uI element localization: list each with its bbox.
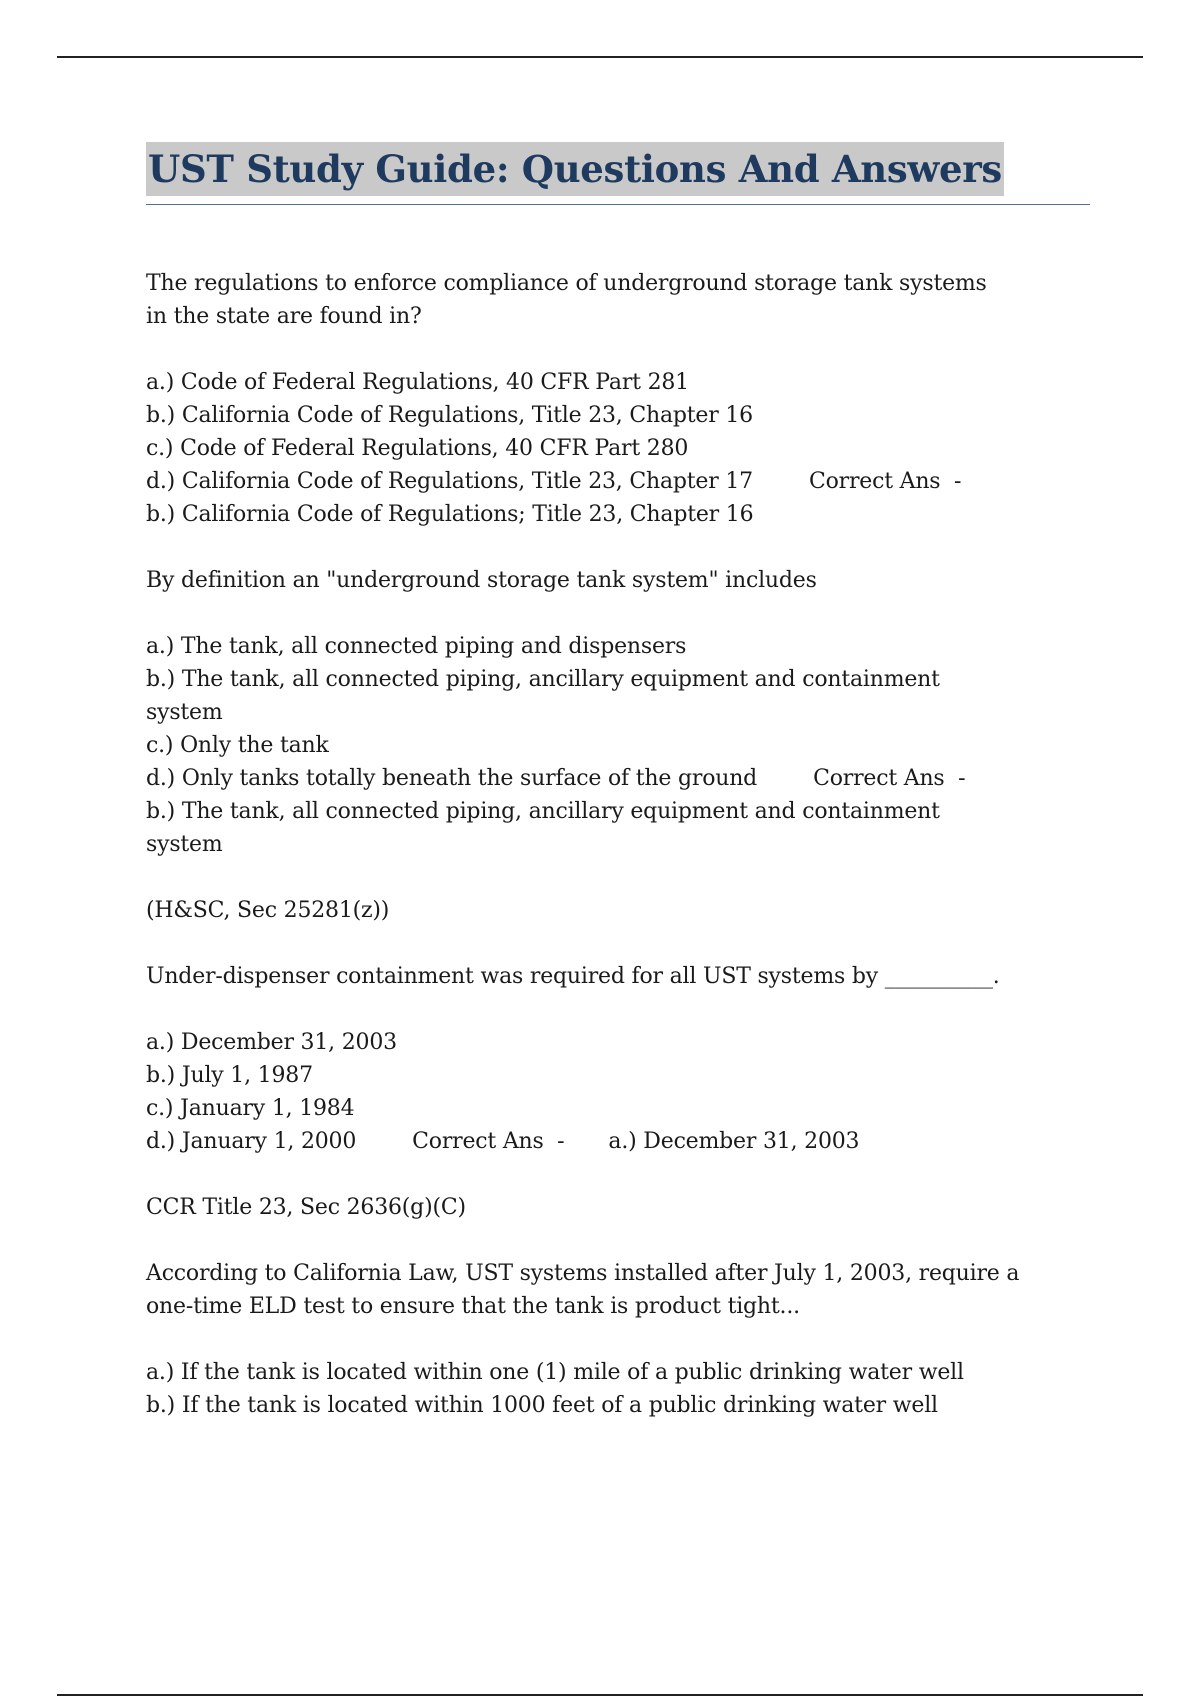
- header-rule: [57, 56, 1143, 58]
- question-2-option-b-cont: system: [146, 700, 223, 725]
- question-2: [146, 564, 1090, 927]
- question-1: [146, 267, 1090, 531]
- question-3-option-d: d.) January 1, 2000: [146, 1129, 357, 1154]
- question-1-option-c: c.) Code of Federal Regulations, 40 CFR Part 280: [146, 436, 689, 461]
- question-3-answer: a.) December 31, 2003: [608, 1129, 860, 1154]
- question-4: [146, 1257, 1090, 1422]
- question-1-option-b: b.) California Code of Regulations, Title 23, Chapter 16: [146, 403, 753, 428]
- question-4-stem-line-2: one-time ELD test to ensure that the tank is product tight...: [146, 1294, 800, 1319]
- question-3-option-b: b.) July 1, 1987: [146, 1063, 313, 1088]
- document-title: UST Study Guide: Questions And Answers: [146, 142, 1004, 196]
- question-2-option-b: b.) The tank, all connected piping, ancillary equipment and containment: [146, 667, 940, 692]
- question-1-stem-line-1: The regulations to enforce compliance of underground storage tank systems: [146, 271, 987, 296]
- question-1-option-a: a.) Code of Federal Regulations, 40 CFR Part 281: [146, 370, 689, 395]
- question-3-reference: CCR Title 23, Sec 2636(g)(C): [146, 1195, 466, 1220]
- question-3-stem: Under-dispenser containment was required for all UST systems by __________.: [146, 964, 1000, 989]
- question-1-answer-label: Correct Ans -: [808, 469, 962, 494]
- question-1-option-d: d.) California Code of Regulations, Title 23, Chapter 17: [146, 469, 753, 494]
- question-3: [146, 960, 1090, 1224]
- question-2-option-a: a.) The tank, all connected piping and dispensers: [146, 634, 687, 659]
- question-4-stem-line-1: According to California Law, UST systems installed after July 1, 2003, require a: [146, 1261, 1020, 1286]
- document-body: [146, 142, 1090, 1422]
- question-3-option-c: c.) January 1, 1984: [146, 1096, 355, 1121]
- question-1-stem-line-2: in the state are found in?: [146, 304, 422, 329]
- question-2-stem: By definition an "underground storage tank system" includes: [146, 568, 817, 593]
- question-2-answer-label: Correct Ans -: [813, 766, 966, 791]
- question-3-option-d-row: [146, 1125, 1090, 1158]
- question-1-option-d-row: [146, 465, 1090, 498]
- question-4-option-b: b.) If the tank is located within 1000 feet of a public drinking water well: [146, 1393, 938, 1418]
- question-2-answer-line-2: system: [146, 832, 223, 857]
- title-block: [146, 142, 1090, 205]
- question-2-reference: (H&SC, Sec 25281(z)): [146, 898, 390, 923]
- footer-rule: [57, 1694, 1143, 1696]
- question-1-answer: b.) California Code of Regulations; Title 23, Chapter 16: [146, 502, 754, 527]
- question-3-option-a: a.) December 31, 2003: [146, 1030, 397, 1055]
- question-4-option-a: a.) If the tank is located within one (1) mile of a public drinking water well: [146, 1360, 964, 1385]
- question-3-answer-label: Correct Ans -: [412, 1129, 565, 1154]
- question-2-option-d-row: [146, 762, 1090, 795]
- question-2-option-c: c.) Only the tank: [146, 733, 329, 758]
- question-2-answer-line-1: b.) The tank, all connected piping, ancillary equipment and containment: [146, 799, 940, 824]
- question-2-option-d: d.) Only tanks totally beneath the surface of the ground: [146, 766, 758, 791]
